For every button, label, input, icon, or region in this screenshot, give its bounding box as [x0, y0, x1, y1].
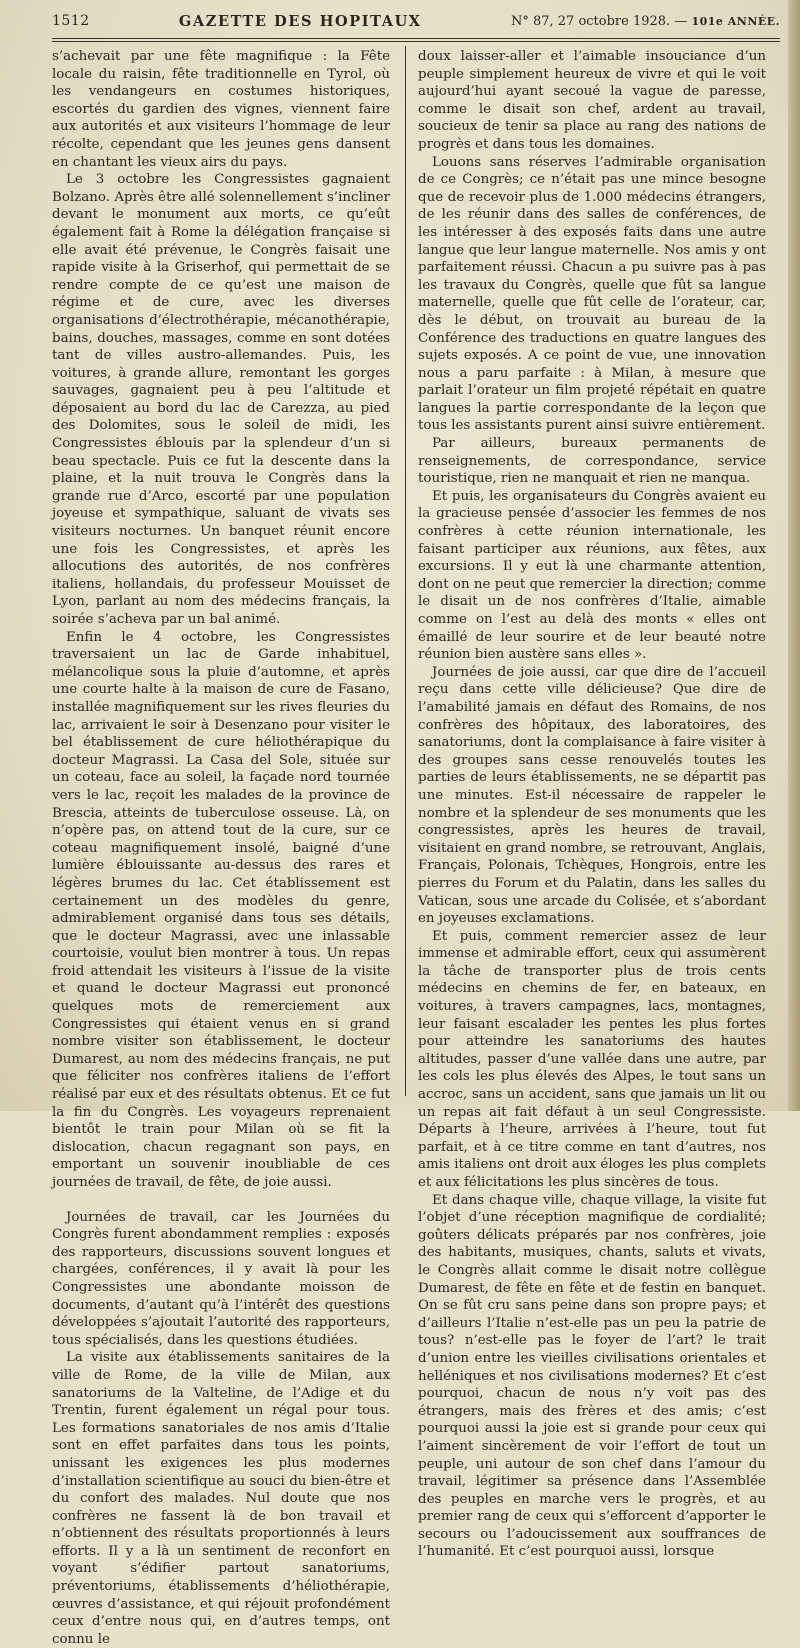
paragraph: Journées de joie aussi, car que dire de l’accueil reçu dans cette ville délicieuse? Que dire de l’amabilité jamais en défaut des Romains, de nos confrères des hôpitaux, des laboratoires, des sanatoriums, dont la complaisance à faire visiter à des groupes sans cesse renouvelés toutes les parties de leurs établissements, ne se départit pas une minutes. Est-il nécessaire de rappeler le nombre et la splendeur de ses monuments que les congressistes, après les heures de travail, visitaient en grand nombre, se retrouvant, Anglais, Français, Polonais, Tchèques, Hongrois, entre les pierres du Forum et du Palatin, dans les salles du Vatican, sous une arcade du Colisée, et s’abordant en joyeuses exclamations. [418, 664, 766, 927]
issue-year: 101e ANNÉE. [691, 14, 780, 28]
paragraph: Et puis, comment remercier assez de leur immense et admirable effort, ceux qui assumèrent la tâche de transporter plus de trois cents médecins en chemins de fer, en bateaux, en voitures, à travers campagnes, lacs, montagnes, leur faisant escalader les pentes les plus fortes pour atteindre les sanatoriums des hautes altitudes, passer d’une vallée dans une autre, par les cols les plus élevés des Alpes, le tout sans un accroc, sans un accident, sans que jamais un lit ou un repas ait fait défaut à un seul Congressiste. Départs à l’heure, arrivées à l’heure, tout fut parfait, et à ce titre comme en tant d’autres, nos amis italiens ont droit aux éloges les plus complets et aux félicitations les plus sincères de tous. [418, 928, 766, 1190]
paragraph: Louons sans réserves l’admirable organisation de ce Congrès; ce n’était pas une mince besogne que de recevoir plus de 1.000 médecins étrangers, de les réunir dans des salles de conférences, de les intéresser à des exposés faits dans une autre langue que leur langue maternelle. Nos amis y ont parfaitement réussi. Chacun a pu suivre pas à pas les travaux du Congrès, quelle que fût sa langue maternelle, quelle que fût celle de l’orateur, car, dès le début, on trouvait au bureau de la Conférence des traductions en quatre langues des sujets exposés. A ce point de vue, une innovation nous a paru parfaite : à Milan, à mesure que parlait l’orateur un film projeté répétait en quatre langues la partie correspondante de la leçon que tous les assistants purent ainsi suivre entièrement. [418, 154, 766, 434]
paragraph: Le 3 octobre les Congressistes gagnaient Bolzano. Après être allé solennellement s’incliner devant le monument aux morts, ce qu’eût également fait à Rome la délégation française si elle avait été prévenue, le Congrès faisait une rapide visite à la Griserhof, qui permettait de se rendre compte de ce qu’est une maison de régime et de cure, avec les diverses organisations d’électrothérapie, mécanothérapie, bains, douches, massages, comme en sont dotées tant de villes austro-allemandes. Puis, les voitures, à grande allure, remontant les gorges sauvages, gagnaient peu à peu l’altitude et déposaient au bord du lac de Carezza, au pied des Dolomites, sous le soleil de midi, les Congressistes éblouis par la splendeur d’un si beau spectacle. Puis ce fut la descente dans la plaine, et la nuit trouva le Congrès dans la grande rue d’Arco, escorté par une population joyeuse et sympathique, saluant de vivats ses visiteurs nocturnes. Un banquet réunit encore une fois les Congressistes, et après les allocutions des autorités, de nos confrères italiens, hollandais, du professeur Mouisset de Lyon, parlant au nom des médecins français, la soirée s’acheva par un bal animé. [52, 172, 390, 627]
issue-number-date: N° 87, 27 octobre 1928. — [510, 13, 688, 29]
page-number: 1512 [52, 13, 90, 29]
paragraph: Et puis, les organisateurs du Congrès avaient eu la gracieuse pensée d’associer les femmes de nos confrères à cette réunion internationale, les faisant participer aux réunions, aux fêtes, aux excursions. Il y eut là une charmante attention, dont on ne peut que remercier la direction; comme le disait un de nos confrères d’Italie, aimable comme on l’est au delà des monts « elles ont émaillé de leur sourire et de leur beauté notre réunion bien austère sans elles ». [418, 488, 766, 663]
header-rule-top [52, 38, 780, 39]
page-edge [788, 0, 800, 1111]
paragraph: La visite aux établissements sanitaires de la ville de Rome, de la ville de Milan, aux sanatoriums de la Valteline, de l’Adige et du Trentin, furent également un régal pour tous. Les formations sanatoriales de nos amis d’Italie sont en effet parfaites dans tous les points, unissant les exigences les plus modernes d’installation scientifique au souci du bien-être et du confort des malades. Nul doute que nos confrères ne fassent là de bon travail et n’obtiennent des résultats proportionnés à leurs efforts. Il y a là un sentiment de reconfort en voyant s’édifier partout sanatoriums, préventoriums, établissements d’héliothérapie, œuvres d’assistance, et qui réjouit profondément ceux d’entre nous qui, en d’autres temps, ont connu le [52, 1350, 390, 1647]
left-column [52, 48, 390, 1648]
journal-title: GAZETTE DES HOPITAUX [178, 12, 422, 30]
paragraph: Enfin le 4 octobre, les Congressistes traversaient un lac de Garde inhabituel, mélancolique sous la pluie d’automne, et après une courte halte à la maison de cure de Fasano, installée magnifiquement sur les rives fleuries du lac, arrivaient le soir à Desenzano pour visiter le bel établissement de cure héliothérapique du docteur Magrassi. La Casa del Sole, située sur un coteau, face au soleil, la façade nord tournée vers le lac, reçoit les malades de la province de Brescia, atteints de tuberculose osseuse. Là, on n’opère pas, on attend tout de la cure, sur ce coteau magnifiquement insolé, baigné d’une lumière éblouissante au-dessus des rares et légères brumes du lac. Cet établissement est certainement un des modèles du genre, admirablement organisé dans tous ses détails, que le docteur Magrassi, avec une inlassable courtoisie, voulut bien montrer à tous. Un repas froid attendait les visiteurs à l’issue de la visite et quand le docteur Magrassi eut prononcé quelques mots de remerciement aux Congressistes qui étaient venus en si grand nombre visiter son établissement, le docteur Dumarest, au nom des médecins français, ne put que féliciter nos confrères italiens de l’effort réalisé par eux et des résultats obtenus. Et ce fut la fin du Congrès. Les voyageurs reprenaient bientôt le train pour Milan où se fit la dislocation, chacun regagnant son pays, en emportant un souvenir inoubliable de ces journées de travail, de fête, de joie aussi. [52, 629, 390, 1190]
paragraph: doux laisser-aller et l’aimable insouciance d’un peuple simplement heureux de vivre et qui le voit aujourd’hui ayant secoué la vague de paresse, comme le disait son chef, ardent au travail, soucieux de tenir sa place au rang des nations de progrès et dans tous les domaines. [418, 49, 766, 152]
issue-info [511, 14, 780, 29]
column-divider [405, 46, 406, 1096]
paragraph: Journées de travail, car les Journées du Congrès furent abondamment remplies : exposés des rapporteurs, discussions souvent longues et chargées, conférences, il y avait là pour les Congressistes une abondante moisson de documents, d’autant qu’à l’intérêt des questions développées s’ajoutait l’autorité des rapporteurs, tous spécialisés, dans les questions étudiées. [52, 1209, 390, 1348]
page-header [52, 6, 780, 36]
paragraph: s’achevait par une fête magnifique : la Fête locale du raisin, fête traditionnelle en Tyrol, où les vendangeurs en costumes historiques, escortés du gardien des vignes, viennent faire aux autorités et aux visiteurs l’hommage de leur récolte, cependant que les jeunes gens dansent en chantant les vieux airs du pays. [52, 49, 390, 170]
paragraph: Par ailleurs, bureaux permanents de renseignements, de correspondance, service touristique, rien ne manquait et rien ne manqua. [418, 436, 766, 487]
header-rule-bottom [52, 41, 780, 42]
paragraph: Et dans chaque ville, chaque village, la visite fut l’objet d’une réception magnifique de cordialité; goûters délicats préparés par nos confrères, joie des habitants, musiques, chants, saluts et vivats, le Congrès allait comme le disait notre collègue Dumarest, de fête en fête et de festin en banquet. On se fût cru sans peine dans son propre pays; et d’ailleurs l’Italie n’est-elle pas un peu la patrie de tous? n’est-elle pas le foyer de l’art? le trait d’union entre les vieilles civilisations orientales et helléniques et nos civilisations modernes? Et c’est pourquoi, chacun de nous n’y voit pas des étrangers, mais des frères et des amis; c’est pourquoi aussi la joie est si grande pour ceux qui l’aiment sincèrement de voir l’effort de tout un peuple, uni autour de son chef dans l’amour du travail, légitimer sa présence dans l’Assemblée des peuples en marche vers le progrès, et au premier rang de ceux qui s’efforcent d’apporter le secours ou l’adoucissement aux souffrances de l’humanité. Et c’est pourquoi aussi, lorsque [418, 1192, 766, 1560]
right-column [418, 48, 766, 1561]
